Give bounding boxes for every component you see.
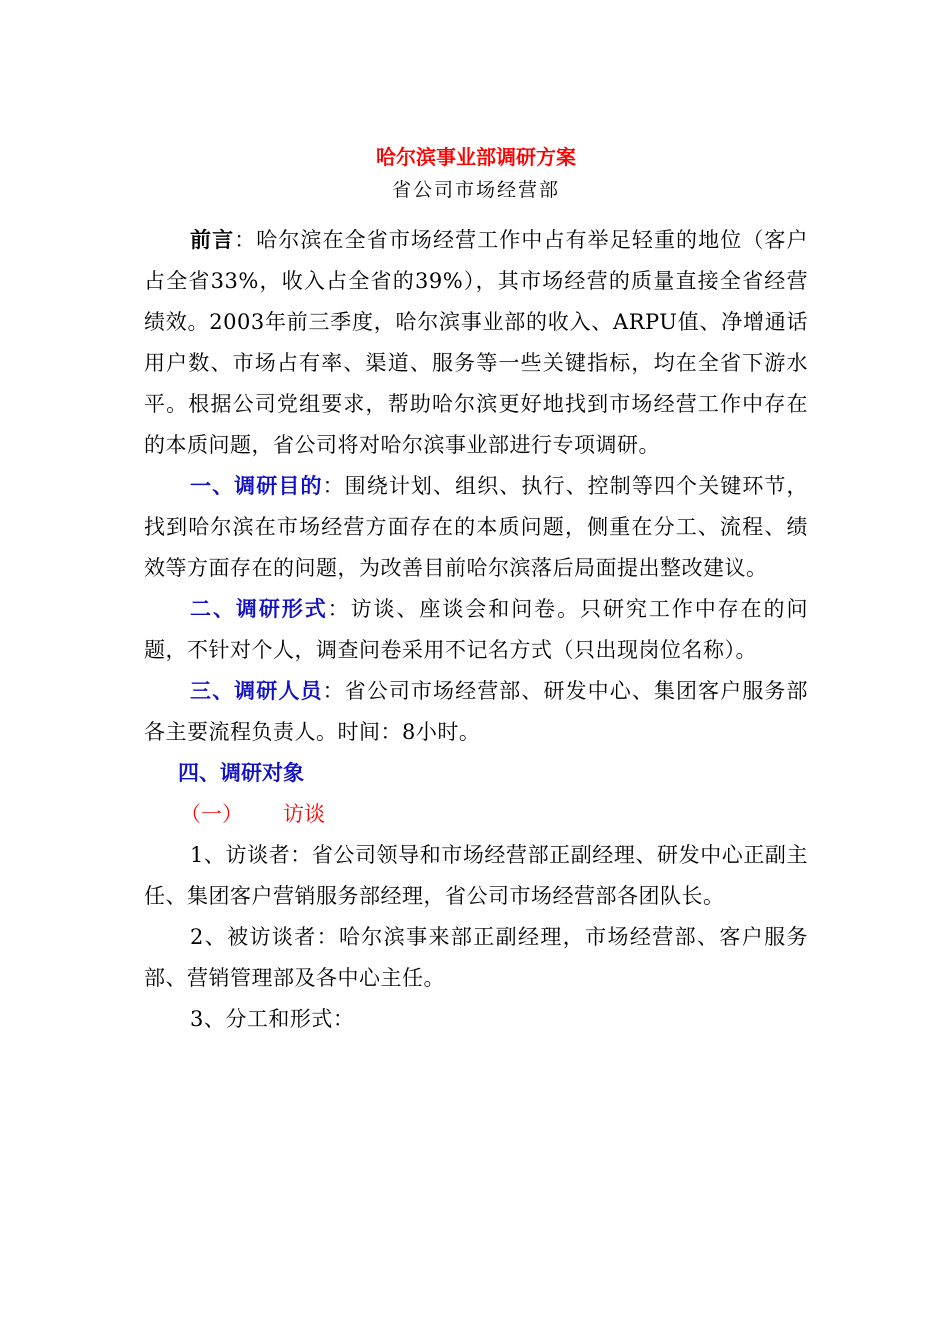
document-subtitle: 省公司市场经营部 [391,179,560,201]
section-3-text: ：省公司市场经营部、研发中心、集团客户服务部各主要流程负责人。时间：8小时。 [144,679,809,744]
preface-label: 前言 [190,228,235,252]
document-title: 哈尔滨事业部调研方案 [376,145,576,169]
section-4-heading: 四、调研对象 [178,761,304,785]
preface-paragraph [144,220,808,466]
section-1-paragraph [144,466,808,589]
section-2-label: 二、调研形式 [190,597,328,621]
section-2-text: ：访谈、座谈会和问卷。只研究工作中存在的问题，不针对个人，调查问卷采用不记名方式（只出现岗位名称）。 [144,597,809,662]
subsection-1-number: （一） [180,802,243,826]
document-body [144,140,808,1040]
section-1-text: ：围绕计划、组织、执行、控制等四个关键环节，找到哈尔滨在市场经营方面存在的本质问题，侧重在分工、流程、绩效等方面存在的问题，为改善目前哈尔滨落后局面提出整改建议。 [144,474,809,580]
preface-text: ：哈尔滨在全省市场经营工作中占有举足轻重的地位（客户占全省33%，收入占全省的39%），其市场经营的质量直接全省经营绩效。2003年前三季度，哈尔滨事业部的收入、ARPU值、净增通话用户数、市场占有率、渠道、服务等一些关键指标，均在全省下游水平。根据公司党组要求，帮助哈尔滨更好地找到市场经营工作中存在的本质问题，省公司将对哈尔滨事业部进行专项调研。 [144,228,808,457]
subsection-1-label: 访谈 [283,802,325,826]
subsection-1-heading [144,794,808,835]
section-1-label: 一、调研目的 [190,474,323,498]
item-1-paragraph: 1、访谈者：省公司领导和市场经营部正副经理、研发中心正副主任、集团客户营销服务部经理，省公司市场经营部各团队长。 [144,843,808,908]
item-2-paragraph: 2、被访谈者：哈尔滨事来部正副经理，市场经营部、客户服务部、营销管理部及各中心主任。 [144,925,808,990]
item-3-paragraph: 3、分工和形式： [190,1007,355,1031]
section-2-paragraph [144,589,808,671]
section-3-paragraph [144,671,808,753]
section-3-label: 三、调研人员 [190,679,323,703]
